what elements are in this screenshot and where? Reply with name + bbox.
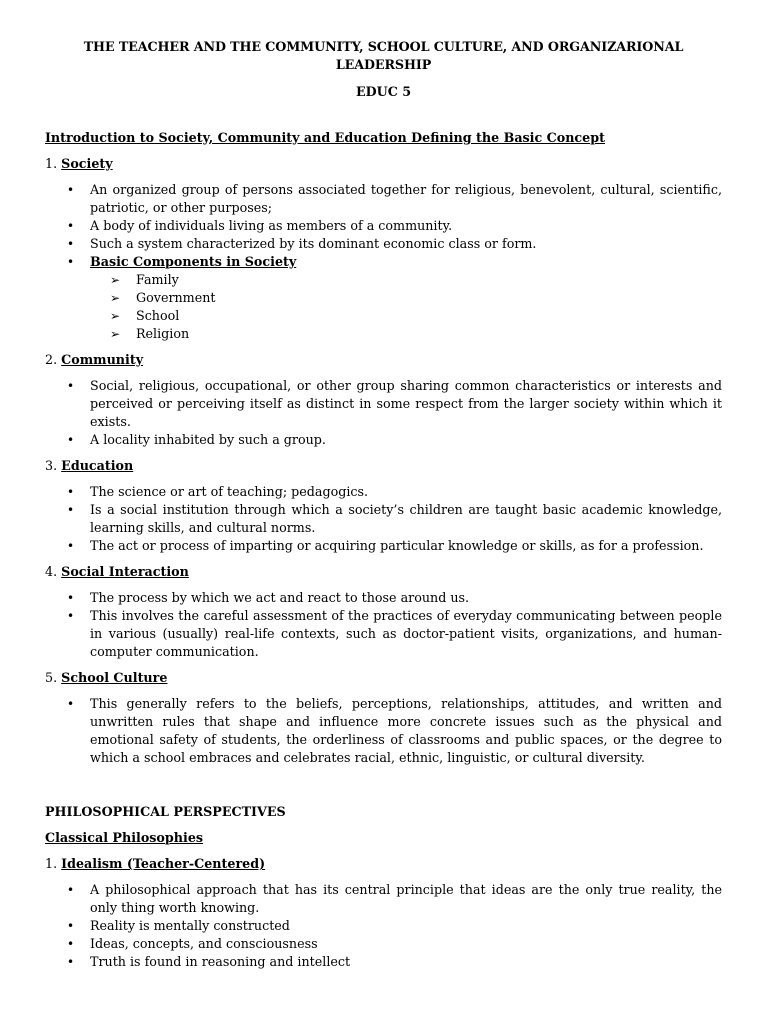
section-label: Education bbox=[61, 458, 134, 473]
section-label: School Culture bbox=[61, 670, 168, 685]
components-list bbox=[90, 271, 722, 343]
list-item-components bbox=[90, 253, 722, 343]
list-item: • A body of individuals living as members of a community. bbox=[90, 217, 722, 235]
course-code: EDUC 5 bbox=[355, 84, 412, 99]
section-heading bbox=[45, 351, 722, 369]
classical-heading: Classical Philosophies bbox=[45, 830, 204, 845]
document-title: THE TEACHER AND THE COMMUNITY, SCHOOL CULTURE, AND ORGANIZARIONAL LEADERSHIP bbox=[83, 39, 684, 72]
section-label: Society bbox=[61, 156, 113, 171]
list-item: • A locality inhabited by such a group. bbox=[90, 431, 722, 449]
list-item: • A philosophical approach that has its central principle that ideas are the only true reality, the only thing worth knowing. bbox=[90, 881, 722, 917]
section-number: 2. bbox=[45, 352, 58, 367]
section-society bbox=[45, 155, 722, 343]
list-item: • Truth is found in reasoning and intellect bbox=[90, 953, 722, 971]
list-item: • The act or process of imparting or acquiring particular knowledge or skills, as for a profession. bbox=[90, 537, 722, 555]
section-number: 4. bbox=[45, 564, 58, 579]
list-item: • Is a social institution through which a society’s children are taught basic academic knowledge, learning skills, and cultural norms. bbox=[90, 501, 722, 537]
philosophy-heading: PHILOSOPHICAL PERSPECTIVES bbox=[45, 804, 286, 819]
list-item: • The science or art of teaching; pedagogics. bbox=[90, 483, 722, 501]
bullet-list bbox=[45, 589, 722, 661]
list-item: • The process by which we act and react to those around us. bbox=[90, 589, 722, 607]
section-number: 5. bbox=[45, 670, 58, 685]
intro-heading: Introduction to Society, Community and Education Defining the Basic Concept bbox=[45, 130, 605, 145]
section-label: Idealism (Teacher-Centered) bbox=[61, 856, 266, 871]
list-item: • Reality is mentally constructed bbox=[90, 917, 722, 935]
bullet-list bbox=[45, 881, 722, 971]
list-item: • Ideas, concepts, and consciousness bbox=[90, 935, 722, 953]
section-number: 3. bbox=[45, 458, 58, 473]
list-item: • Social, religious, occupational, or other group sharing common characteristics or interests and perceived or perceiving itself as distinct in some respect from the larger society within which it exists. bbox=[90, 377, 722, 431]
section-education bbox=[45, 457, 722, 555]
list-item: • This generally refers to the beliefs, perceptions, relationships, attitudes, and written and unwritten rules that shape and influence more concrete issues such as the physical and emotional safety of students, the orderliness of classrooms and public spaces, or the degree to which a school embraces and celebrates racial, ethnic, linguistic, or cultural diversity. bbox=[90, 695, 722, 767]
list-item: • This involves the careful assessment of the practices of everyday communicating between people in various (usually) real-life contexts, such as doctor-patient visits, organizations, and human-computer communication. bbox=[90, 607, 722, 661]
sub-list-item: ➢ Family bbox=[136, 271, 722, 289]
bullet-list bbox=[45, 483, 722, 555]
components-heading: Basic Components in Society bbox=[90, 254, 297, 269]
list-item: • An organized group of persons associated together for religious, benevolent, cultural, scientific, patriotic, or other purposes; bbox=[90, 181, 722, 217]
section-label: Social Interaction bbox=[61, 564, 189, 579]
section-community bbox=[45, 351, 722, 449]
bullet-list bbox=[45, 695, 722, 767]
section-number: 1. bbox=[45, 156, 58, 171]
section-number: 1. bbox=[45, 856, 58, 871]
section-social-interaction bbox=[45, 563, 722, 661]
section-label: Community bbox=[61, 352, 144, 367]
bullet-list bbox=[45, 181, 722, 343]
sub-list-item: ➢ Government bbox=[136, 289, 722, 307]
section-school-culture bbox=[45, 669, 722, 767]
section-heading bbox=[45, 563, 722, 581]
section-idealism bbox=[45, 855, 722, 971]
bullet-list bbox=[45, 377, 722, 449]
sub-list-item: ➢ School bbox=[136, 307, 722, 325]
sub-list-item: ➢ Religion bbox=[136, 325, 722, 343]
list-item: • Such a system characterized by its dominant economic class or form. bbox=[90, 235, 722, 253]
section-heading bbox=[45, 457, 722, 475]
section-heading bbox=[45, 855, 722, 873]
section-heading bbox=[45, 155, 722, 173]
section-heading bbox=[45, 669, 722, 687]
